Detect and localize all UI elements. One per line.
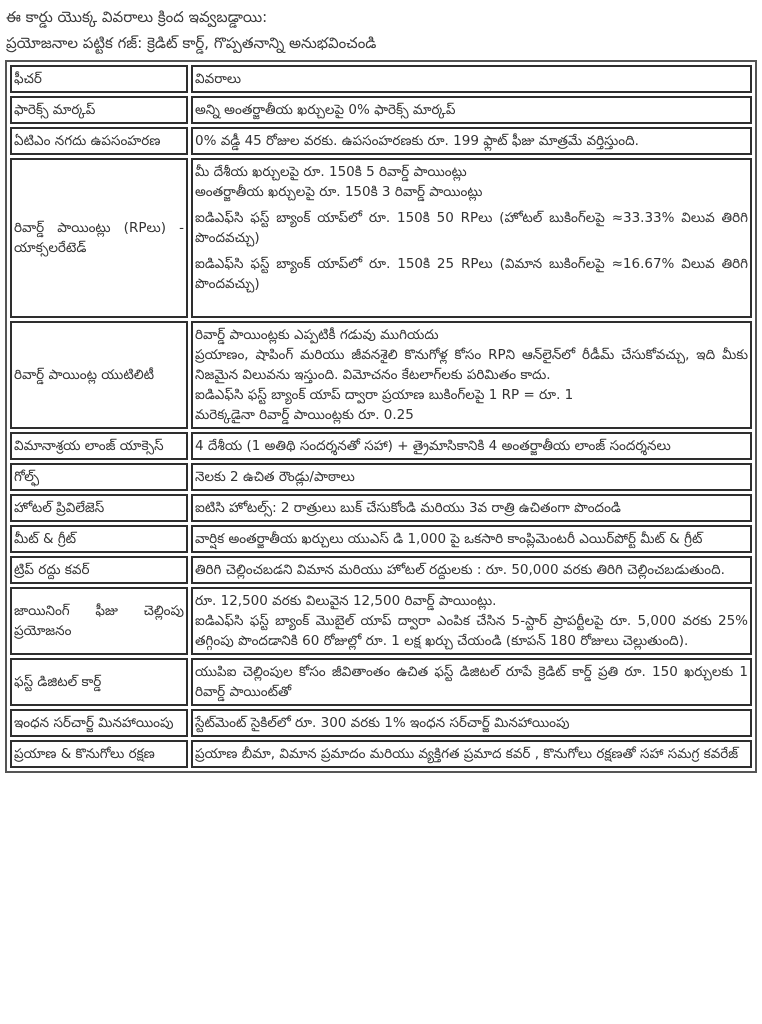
detail-line: ఐడిఎఫ్‌సి ఫస్ట్ బ్యాంక్ యాప్‌లో రూ. 150కి 50 RPలు (హోటల్ బుకింగ్‌లపై ≈33.33% విలువ తిరిగి పొందవచ్చు) (195, 210, 748, 246)
header-feature: ఫీచర్ (10, 65, 188, 93)
table-row (10, 158, 752, 318)
detail-line: మరెక్కడైనా రివార్డ్ పాయింట్లకు రూ. 0.25 (195, 407, 414, 423)
intro-section (0, 0, 762, 56)
detail-cell-travel-purchase-protection (191, 740, 752, 768)
feature-cell-trip-cancellation: ట్రిప్ రద్దు కవర్ (10, 556, 188, 584)
table-row (10, 740, 752, 768)
detail-line: 0% వడ్డీ 45 రోజుల వరకు. ఉపసంహరణకు రూ. 199 ఫ్లాట్ ఫీజు మాత్రమే వర్తిస్తుంది. (195, 133, 639, 149)
feature-cell-golf: గోల్ఫ్ (10, 463, 188, 491)
detail-cell-atm-withdrawal (191, 127, 752, 155)
detail-cell-joining-fee-benefit (191, 587, 752, 655)
detail-cell-trip-cancellation (191, 556, 752, 584)
table-row (10, 96, 752, 124)
detail-line: వార్షిక అంతర్జాతీయ ఖర్చులు యుఎస్ డి 1,000 పై ఒకసారి కాంప్లిమెంటరీ ఎయిర్‌పోర్ట్ మీట్ & గ్రీట్ (195, 531, 703, 547)
table-row (10, 127, 752, 155)
detail-cell-meet-greet (191, 525, 752, 553)
feature-cell-forex-markup: ఫారెక్స్ మార్కప్ (10, 96, 188, 124)
detail-cell-fuel-surcharge (191, 709, 752, 737)
detail-line: 4 దేశీయ (1 అతిథి సందర్శనతో సహా) + త్రైమాసికానికి 4 అంతర్జాతీయ లాంజ్ సందర్శనలు (195, 438, 671, 454)
detail-line: స్టేట్‌మెంట్ సైకిల్‌లో రూ. 300 వరకు 1% ఇంధన సర్‌చార్జ్ మినహాయింపు (195, 715, 570, 731)
feature-cell-reward-points-utility: రివార్డ్ పాయింట్ల యుటిలిటీ (10, 321, 188, 429)
table-row (10, 432, 752, 460)
table-row (10, 556, 752, 584)
detail-cell-first-digital-card (191, 658, 752, 706)
feature-cell-travel-purchase-protection: ప్రయాణ & కొనుగోలు రక్షణ (10, 740, 188, 768)
table-row (10, 709, 752, 737)
benefits-table (5, 60, 757, 773)
feature-cell-first-digital-card: ఫస్ట్ డిజిటల్ కార్డ్ (10, 658, 188, 706)
feature-cell-fuel-surcharge: ఇంధన సర్‌చార్జ్ మినహాయింపు (10, 709, 188, 737)
detail-line: ప్రయాణ బీమా, విమాన ప్రమాదం మరియు వ్యక్తిగత ప్రమాద కవర్ , కొనుగోలు రక్షణతో సహా సమగ్ర కవరేజ్ (195, 746, 739, 762)
table-header-row (10, 65, 752, 93)
detail-line: ఐడిఎఫ్‌సి ఫస్ట్ బ్యాంక్ మొబైల్ యాప్ ద్వారా ఎంపిక చేసిన 5-స్టార్ ప్రాపర్టీలపై రూ. 5,000 వరకు 25% తగ్గింపు పొందడానికి 60 రోజుల్లో రూ. 1 లక్ష ఖర్చు చేయండి (కూపన్ 180 రోజులు చెల్లుతుంది). (195, 613, 748, 649)
detail-line: ఐడిఎఫ్‌సి ఫస్ట్ బ్యాంక్ యాప్‌లో రూ. 150కి 25 RPలు (విమాన బుకింగ్‌లపై ≈16.67% విలువ తిరిగి పొందవచ్చు) (195, 256, 748, 292)
detail-line: ఐడిఎఫ్‌సి ఫస్ట్ బ్యాంక్ యాప్ ద్వారా ప్రయాణ బుకింగ్‌లపై 1 RP = రూ. 1 (195, 387, 574, 403)
table-row (10, 321, 752, 429)
benefits-table-wrapper (5, 60, 757, 773)
feature-cell-hotel-privileges: హోటల్ ప్రివిలేజెస్ (10, 494, 188, 522)
detail-cell-reward-points-accelerated (191, 158, 752, 318)
detail-line: ప్రయాణం, షాపింగ్ మరియు జీవనశైలి కొనుగోళ్ల కోసం RPని ఆన్‌లైన్‌లో రీడీమ్ చేసుకోవచ్చు, ఇది మీకు నిజమైన విలువను ఇస్తుంది. విమోచనం కేటలాగ్‌లకు పరిమితం కాదు. (195, 347, 748, 383)
intro-line-card-details: ఈ కార్డు యొక్క వివరాలు క్రింద ఇవ్వబడ్డాయి: (6, 8, 268, 26)
detail-line: యుపిఐ చెల్లింపుల కోసం జీవితాంతం ఉచిత ఫస్ట్ డిజిటల్ రూపే క్రెడిట్ కార్డ్ ప్రతి రూ. 150 ఖర్చులకు 1 రివార్డ్ పాయింట్‌తో (195, 664, 748, 700)
detail-cell-forex-markup (191, 96, 752, 124)
feature-cell-atm-withdrawal: ఏటిఎం నగదు ఉపసంహరణ (10, 127, 188, 155)
table-row (10, 494, 752, 522)
feature-cell-joining-fee-benefit: జాయినింగ్ ఫీజు చెల్లింపు ప్రయోజనం (10, 587, 188, 655)
detail-cell-hotel-privileges (191, 494, 752, 522)
table-row (10, 525, 752, 553)
feature-cell-airport-lounge: విమానాశ్రయ లాంజ్ యాక్సెస్ (10, 432, 188, 460)
detail-line: నెలకు 2 ఉచిత రౌండ్లు/పాఠాలు (195, 469, 355, 485)
intro-line-benefits-title: ప్రయోజనాల పట్టిక గజ్: క్రెడిట్ కార్డ్, గొప్పతనాన్ని అనుభవించండి (6, 34, 377, 52)
detail-cell-airport-lounge (191, 432, 752, 460)
header-details: వివరాలు (191, 65, 752, 93)
table-row (10, 463, 752, 491)
detail-cell-golf (191, 463, 752, 491)
detail-line: అన్ని అంతర్జాతీయ ఖర్చులపై 0% ఫారెక్స్ మార్కప్ (195, 102, 456, 118)
detail-line: అంతర్జాతీయ ఖర్చులపై రూ. 150కి 3 రివార్డ్ పాయింట్లు (195, 184, 483, 200)
feature-cell-meet-greet: మీట్ & గ్రీట్ (10, 525, 188, 553)
detail-line: రూ. 12,500 వరకు విలువైన 12,500 రివార్డ్ పాయింట్లు. (195, 593, 497, 609)
feature-cell-reward-points-accelerated: రివార్డ్ పాయింట్లు (RPలు) - యాక్సలరేటెడ్ (10, 158, 188, 318)
table-row (10, 658, 752, 706)
detail-line: తిరిగి చెల్లించబడని విమాన మరియు హోటల్ రద్దులకు : రూ. 50,000 వరకు తిరిగి చెల్లించబడుతుంది. (195, 562, 725, 578)
detail-line: రివార్డ్ పాయింట్లకు ఎప్పటికీ గడువు ముగియదు (195, 327, 439, 343)
detail-line: మీ దేశీయ ఖర్చులపై రూ. 150కి 5 రివార్డ్ పాయింట్లు (195, 164, 467, 180)
detail-cell-reward-points-utility (191, 321, 752, 429)
detail-line: ఐటిసి హోటల్స్: 2 రాత్రులు బుక్ చేసుకోండి మరియు 3వ రాత్రి ఉచితంగా పొందండి (195, 500, 621, 516)
table-row (10, 587, 752, 655)
